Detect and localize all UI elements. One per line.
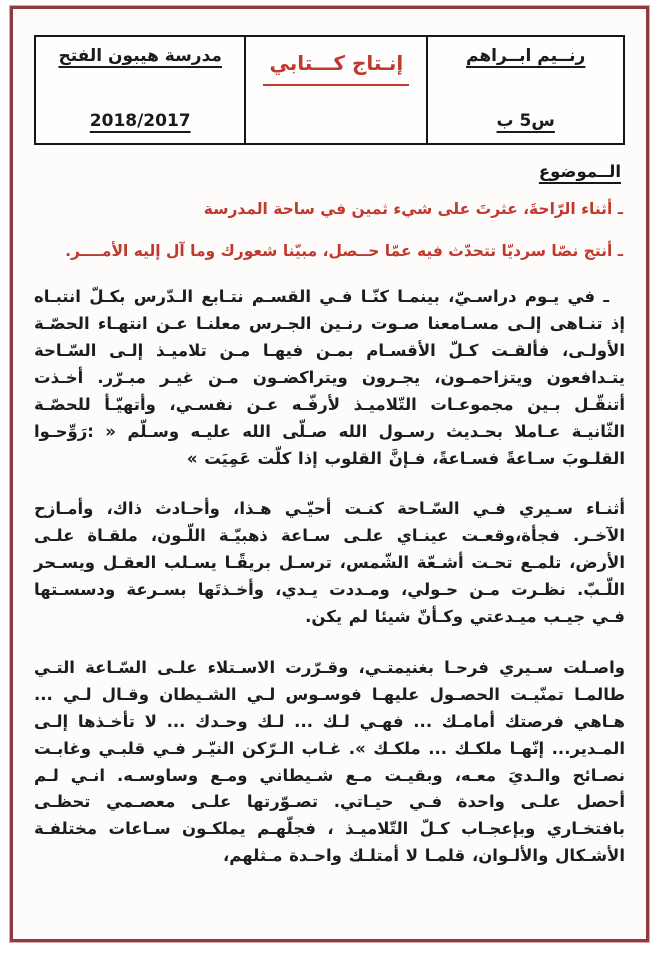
header-cell-title [244, 37, 426, 143]
subject-prompt-1: ـ أثناء الرّاحةَ، عثرتَ على شيء ثمين في ساحة المدرسة [203, 200, 623, 218]
student-class: س5 ب [496, 111, 555, 131]
school-name: مدرسة هيبون الفتح [58, 46, 222, 66]
document-title: إنـتاج كـــتابي [263, 51, 409, 86]
essay-body [34, 284, 625, 870]
header-cell-school [36, 37, 244, 143]
essay-paragraph-3: واصـلت سـيري فرحـا بغنيمتـي، وقـرّرت الاسـتلاء علـى السّـاعة التـي طالمـا تمنّيـت الحصـول عليهـا فوسـوس لـي الشـيطان وقـال لـي ... هـاهي فرصتك أمامـك ... فهـي لـك ... لـك وحـدك ... لا تأخـذها إلـى المـدير... إنّهـا ملكـك ... ملكـك ». غـاب الـرّكن النيّـر فـي قلبـي وغابـت نصـائح والـديَ معـه، وبقيـت مـع شـيطاني ومـع وساوسـه. انـي لـم أحصل علـى واحدة فـي حيـاتي. تصـوّرتها علـى معصـمي تحظـى بافتخـاري وبإعجـاب كـلّ التّلاميـذ ، فجلّهـم يملكـون سـاعات مختلفـة الأشـكال والألـوان، قلمـا لا أمتلـك واحـدة مـثلهم، [34, 657, 625, 866]
school-year: 2018/2017 [89, 111, 191, 131]
subject-heading: الــموضوع [538, 162, 621, 181]
essay-paragraph-1: ـ في يـوم دراسـيّ، بينمـا كنّـا فـي القسـم نتـابع الـدّرس بكـلّ انتبـاه إذ تنـاهى إلـى مسـامعنا صـوت رنـين الجـرس معلنـا عـن انتهـاء الحصّـة الأولـى، فألقـت كـلّ الأقسـام بمـن فيهـا مـن تلاميـذ إلـى السّـاحة يتـدافعون ويتزاحمـون، يجـرون ويتراكضـون مـن غيـر مبـرّر. أخـذت أتنقّـل بـين مجموعـات التّلاميـذ لأرفّـه عـن نفسـي، وأتهيّـأ للحصّـة الثّانيـة عـاملا بحـديث رسـول الله صـلّى الله عليـه وسـلّم « :رَوِّحـوا القلـوبَ سـاعةً فسـاعةً، فـإنَّ القلوب إذا كلّت عَمِيَت » [34, 287, 625, 468]
subject-prompt-2: ـ أنتج نصّا سرديّا تتحدّث فيه عمّا حــصل، مبيّنا شعورك وما آل إليه الأمــــر. [65, 242, 623, 261]
scanned-document-page [10, 6, 649, 942]
header-cell-student [426, 37, 623, 143]
header-table [34, 35, 625, 145]
essay-paragraph-2: أثنـاء سـيري فـي السّـاحة كنـت أحيّـي هـذا، وأحـادث ذاك، وأمـازح الآخـر. فجأة،وقعـت عينـاي علـى سـاعة ذهبيّـة اللّـون، ملقـاة علـى الأرض، تلمـع تحـت أشـعّة الشّمس، ترسـل بريقًـا يسـلب العقـل ويسـحر اللّـبّ. نظـرت مـن حـولي، ومـددت يـدي، وأخـذتَها بسـرعة ودسسـتها فـي جيـب ميـدعتي وكـأنّ شيئا لم يكن. [34, 499, 625, 627]
student-name: رنــيم ابــراهم [466, 46, 586, 66]
